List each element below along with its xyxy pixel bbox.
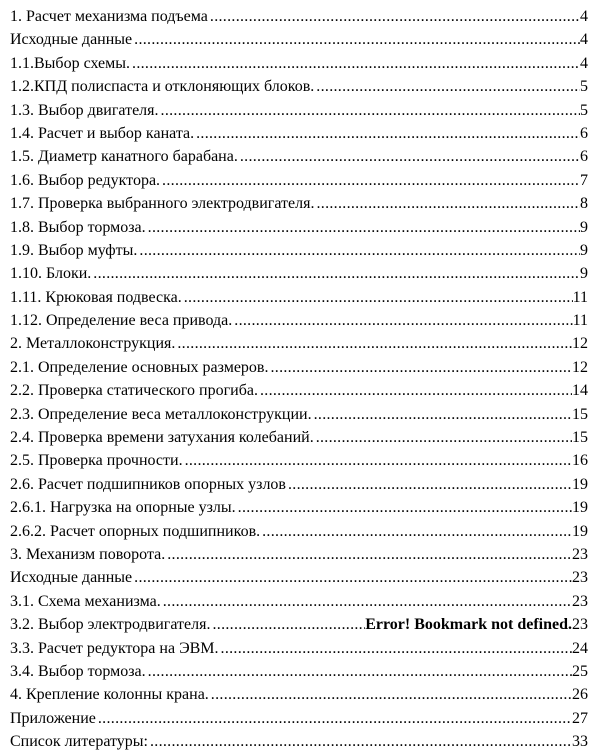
toc-entry: [10, 543, 588, 566]
toc-entry-label: 2.3. Определение веса металлоконструкции.: [10, 405, 312, 423]
dot-leader: [137, 239, 580, 262]
page-number: 19: [572, 522, 588, 540]
toc-entry-label: 1.11. Крюковая подвеска.: [10, 288, 182, 306]
toc-entry-label: 1.2.КПД полиспаста и отклоняющих блоков.: [10, 78, 315, 96]
page-number: 33: [572, 733, 588, 751]
toc-entry-label: 2.5. Проверка прочности.: [10, 452, 183, 470]
page-number: 5: [580, 78, 588, 96]
toc-entry-label: 2.6.1. Нагрузка на опорные узлы.: [10, 499, 236, 517]
toc-entry: [10, 496, 588, 519]
page-number: 25: [572, 662, 588, 680]
dot-leader: [183, 449, 572, 472]
toc-entry-label: 3.1. Схема механизма.: [10, 592, 161, 610]
page-number: 23: [572, 616, 588, 634]
page-number: 4: [580, 54, 588, 72]
toc-entry: [10, 122, 588, 145]
dot-leader: [210, 613, 365, 636]
dot-leader: [232, 309, 572, 332]
dot-leader: [159, 99, 580, 122]
toc-entry-label: 2.2. Проверка статического прогиба.: [10, 382, 258, 400]
page-number: 24: [572, 639, 588, 657]
toc-entry: [10, 262, 588, 285]
toc-entry: [10, 99, 588, 122]
toc-entry: [10, 403, 588, 426]
dot-leader: [312, 403, 572, 426]
toc-entry-label: 1.4. Расчет и выбор каната.: [10, 124, 195, 142]
toc-entry-label: 1.10. Блоки.: [10, 265, 92, 283]
dot-leader: [268, 356, 572, 379]
page-number: 16: [572, 452, 588, 470]
dot-leader: [130, 52, 580, 75]
toc-entry-label: 2.6. Расчет подшипников опорных узлов: [10, 475, 286, 493]
page-number: 23: [572, 592, 588, 610]
error-bookmark-text: Error! Bookmark not defined.: [365, 616, 572, 634]
toc-entry: [10, 637, 588, 660]
toc-entry-label: 1.6. Выбор редуктора.: [10, 171, 161, 189]
toc-entry-label: 1.8. Выбор тормоза.: [10, 218, 146, 236]
page-number: 19: [572, 499, 588, 517]
toc-entry: [10, 52, 588, 75]
toc-entry: [10, 379, 588, 402]
page-number: 15: [572, 405, 588, 423]
toc-entry: [10, 449, 588, 472]
dot-leader: [175, 332, 572, 355]
toc-entry-label: 2.4. Проверка времени затухания колебаний.: [10, 429, 314, 447]
toc-entry: [10, 660, 588, 683]
page-number: 15: [572, 429, 588, 447]
toc-entry: [10, 590, 588, 613]
dot-leader: [314, 192, 580, 215]
page-number: 11: [572, 312, 588, 330]
toc-list: [10, 5, 588, 754]
toc-entry: [10, 520, 588, 543]
dot-leader: [238, 145, 580, 168]
toc-entry: [10, 613, 588, 636]
toc-entry: [10, 192, 588, 215]
toc-entry: [10, 473, 588, 496]
toc-entry: [10, 730, 588, 753]
toc-entry: [10, 707, 588, 730]
toc-entry-label: 3. Механизм поворота.: [10, 545, 166, 563]
toc-entry-label: 1.12. Определение веса привода.: [10, 312, 233, 330]
dot-leader: [209, 683, 572, 706]
dot-leader: [132, 28, 580, 51]
toc-entry-label: 1.9. Выбор муфты.: [10, 241, 138, 259]
dot-leader: [132, 566, 572, 589]
toc-entry-label: Исходные данные: [10, 31, 133, 49]
page-number: 9: [580, 265, 588, 283]
page-number: 12: [572, 335, 588, 353]
toc-entry-label: 3.4. Выбор тормоза.: [10, 662, 146, 680]
dot-leader: [148, 730, 572, 753]
dot-leader: [258, 379, 572, 402]
dot-leader: [160, 169, 580, 192]
toc-entry-label: 3.2. Выбор электродвигателя.: [10, 616, 211, 634]
toc-entry-label: 2.1. Определение основных размеров.: [10, 358, 269, 376]
dot-leader: [96, 707, 572, 730]
toc-entry-label: 2.6.2. Расчет опорных подшипников.: [10, 522, 261, 540]
toc-entry: [10, 145, 588, 168]
toc-entry: [10, 216, 588, 239]
dot-leader: [314, 75, 580, 98]
toc-entry: [10, 28, 588, 51]
dot-leader: [236, 496, 572, 519]
page-number: 23: [572, 569, 588, 587]
dot-leader: [208, 5, 580, 28]
toc-entry: [10, 5, 588, 28]
toc-entry-label: Список литературы:: [10, 733, 148, 751]
page-number: 8: [580, 195, 588, 213]
page-number: 23: [572, 545, 588, 563]
toc-entry-label: Приложение: [10, 709, 96, 727]
toc-entry-label: 2. Металлоконструкция.: [10, 335, 176, 353]
toc-entry-label: 4. Крепление колонны крана.: [10, 686, 209, 704]
toc-entry: [10, 426, 588, 449]
page-number: 14: [572, 382, 588, 400]
page-number: 4: [580, 8, 588, 25]
toc-entry: [10, 286, 588, 309]
dot-leader: [146, 660, 572, 683]
dot-leader: [260, 520, 572, 543]
page-number: 4: [580, 31, 588, 49]
toc-entry-label: 1.3. Выбор двигателя.: [10, 101, 159, 119]
page-number: 12: [572, 358, 588, 376]
toc-entry-label: 3.3. Расчет редуктора на ЭВМ.: [10, 639, 219, 657]
dot-leader: [286, 473, 572, 496]
dot-leader: [314, 426, 572, 449]
page-number: 6: [580, 124, 588, 142]
page-number: 9: [580, 241, 588, 259]
toc-entry: [10, 239, 588, 262]
dot-leader: [91, 262, 580, 285]
page-number: 9: [580, 218, 588, 236]
dot-leader: [146, 216, 580, 239]
dot-leader: [182, 286, 573, 309]
page-number: 27: [572, 709, 588, 727]
toc-entry-label: 1. Расчет механизма подъема: [10, 8, 208, 25]
toc-entry: [10, 332, 588, 355]
dot-leader: [219, 637, 572, 660]
toc-entry-label: 1.7. Проверка выбранного электродвигателя.: [10, 195, 315, 213]
toc-entry: [10, 169, 588, 192]
toc-entry: [10, 309, 588, 332]
toc-entry-label: Исходные данные: [10, 569, 133, 587]
dot-leader: [165, 543, 572, 566]
toc-entry-label: 1.5. Диаметр канатного барабана.: [10, 148, 238, 166]
dot-leader: [161, 590, 572, 613]
toc-entry: [10, 566, 588, 589]
page-number: 11: [572, 288, 588, 306]
toc-entry: [10, 683, 588, 706]
page-number: 19: [572, 475, 588, 493]
page-number: 7: [580, 171, 588, 189]
page-number: 5: [580, 101, 588, 119]
page-number: 26: [572, 686, 588, 704]
toc-entry-label: 1.1.Выбор схемы.: [10, 54, 131, 72]
toc-entry: [10, 356, 588, 379]
dot-leader: [194, 122, 580, 145]
page-number: 6: [580, 148, 588, 166]
toc-entry: [10, 75, 588, 98]
